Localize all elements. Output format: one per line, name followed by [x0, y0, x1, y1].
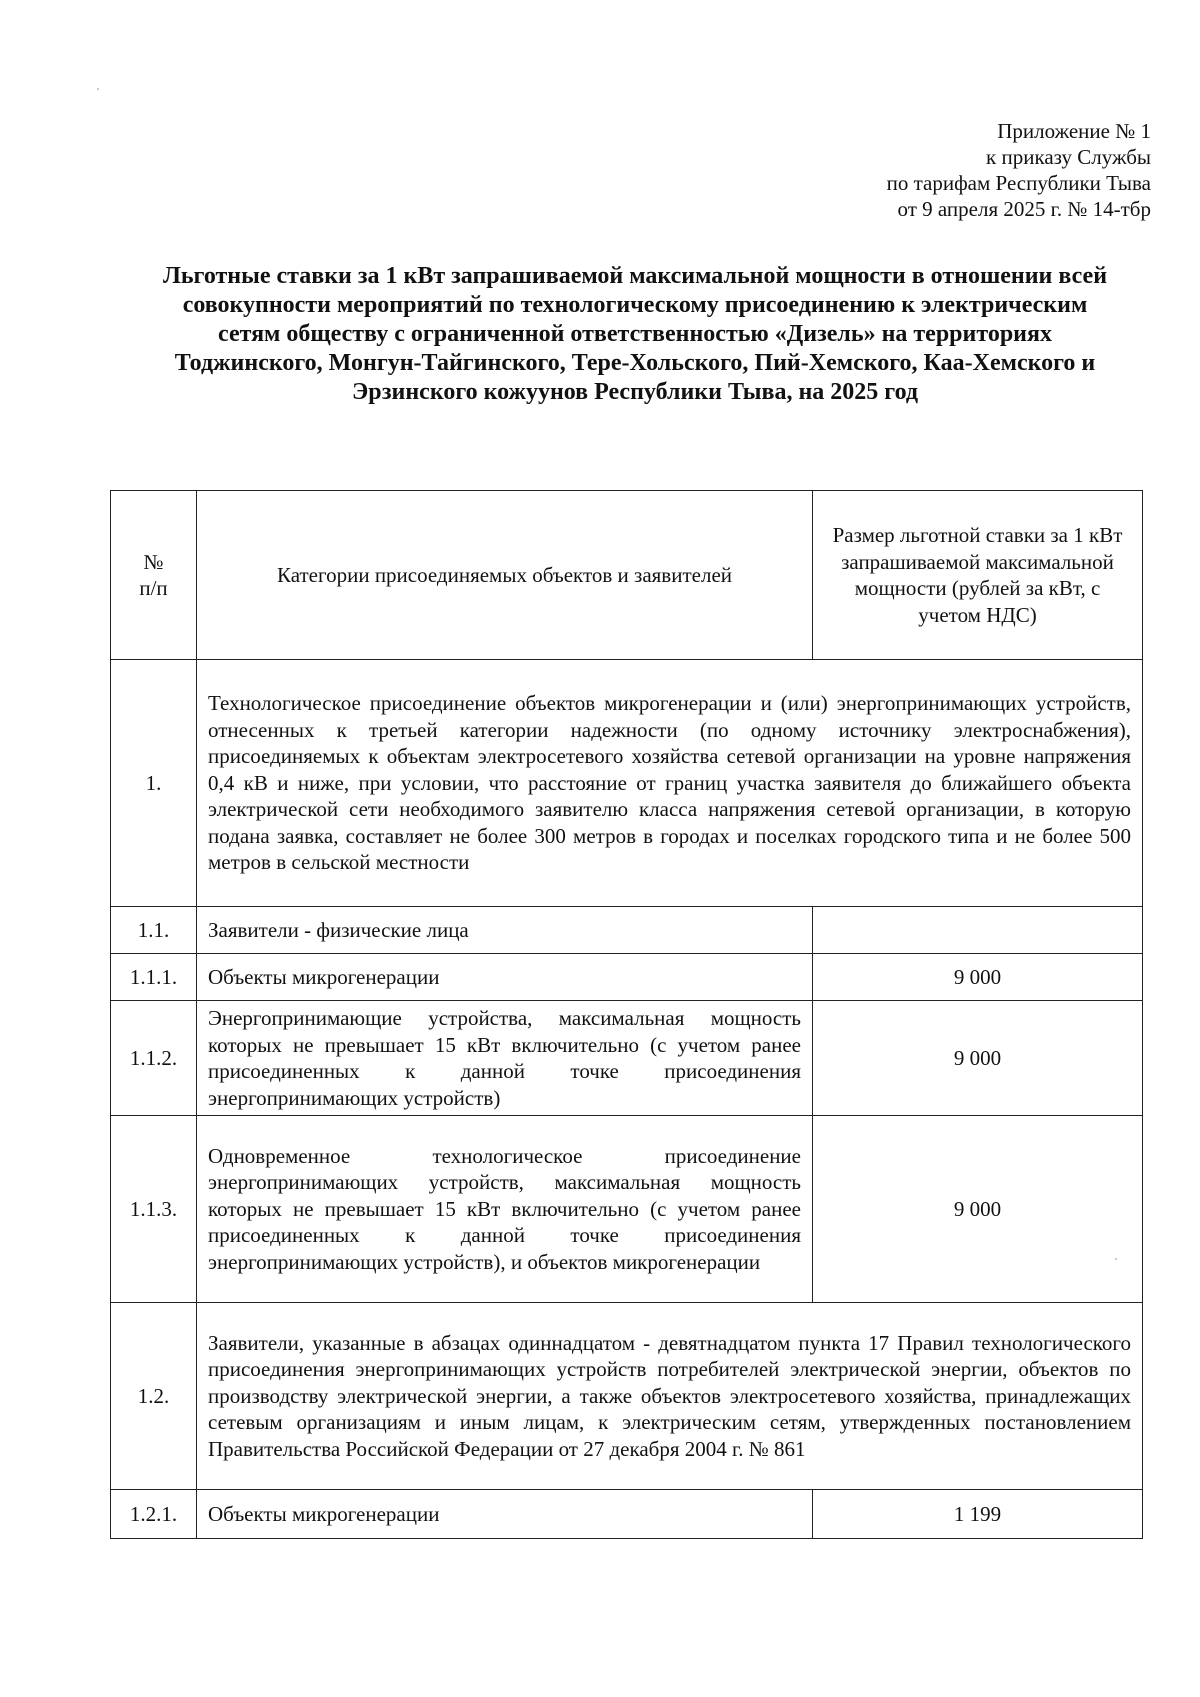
row-rate-value: 1 199	[813, 1490, 1143, 1539]
row-category-text: Одновременное технологическое присоединение энергопринимающих устройств, максимальная мощность которых не превышает 15 кВт включительно (с учетом ранее присоединенных к данной точке присоединения энергопринимающих устройств), и объектов микрогенерации	[197, 1116, 813, 1303]
table-row	[111, 907, 1143, 954]
scan-speck	[97, 88, 99, 90]
row-category-text: Энергопринимающие устройства, максимальная мощность которых не превышает 15 кВт включительно (с учетом ранее присоединенных к данной точке присоединения энергопринимающих устройств)	[197, 1001, 813, 1116]
row-number: 1.1.1.	[111, 954, 197, 1001]
scan-speck	[1115, 1258, 1117, 1260]
approval-line-service: по тарифам Республики Тыва	[886, 171, 1151, 195]
document-title: Льготные ставки за 1 кВт запрашиваемой максимальной мощности в отношении всей совокупности мероприятий по технологическому присоединению к электрическим сетям обществу с ограниченной ответственностью «Дизель» на территориях Тоджинского, Монгун-Тайгинского, Тере-Хольского, Пий-Хемского, Каа-Хемского и Эрзинского кожуунов Республики Тыва, на 2025 год	[162, 263, 1108, 405]
row-rate-value: 9 000	[813, 1001, 1143, 1116]
approval-line-order: к приказу Службы	[986, 145, 1151, 169]
table-row	[111, 660, 1143, 907]
approval-line-appendix: Приложение № 1	[997, 119, 1151, 143]
row-rate-value	[813, 907, 1143, 954]
table-row	[111, 1303, 1143, 1490]
row-category-text: Объекты микрогенерации	[197, 1490, 813, 1539]
row-category-text: Технологическое присоединение объектов микрогенерации и (или) энергопринимающих устройств, отнесенных к третьей категории надежности (по одному источнику электроснабжения), присоединяемых к объектам электросетевого хозяйства сетевой организации на уровне напряжения 0,4 кВ и ниже, при условии, что расстояние от границ участка заявителя до ближайшего объекта электрической сети необходимого заявителю класса напряжения сетевой организации, в которую подана заявка, составляет не более 300 метров в городах и поселках городского типа и не более 500 метров в сельской местности	[197, 660, 1143, 907]
row-number: 1.1.	[111, 907, 197, 954]
table-row	[111, 1116, 1143, 1303]
table-row	[111, 1001, 1143, 1116]
approval-stamp-block	[887, 118, 1151, 222]
row-rate-value: 9 000	[813, 954, 1143, 1001]
column-header-category: Категории присоединяемых объектов и заявителей	[197, 491, 813, 660]
row-rate-value: 9 000	[813, 1116, 1143, 1303]
column-header-number	[111, 491, 197, 660]
table-row	[111, 1490, 1143, 1539]
row-category-text: Объекты микрогенерации	[197, 954, 813, 1001]
row-number: 1.1.2.	[111, 1001, 197, 1116]
table-header-row	[111, 491, 1143, 660]
table-row	[111, 954, 1143, 1001]
row-number: 1.2.1.	[111, 1490, 197, 1539]
column-header-number-line2: п/п	[139, 576, 168, 600]
column-header-number-line1: №	[143, 549, 164, 574]
tariff-table	[110, 490, 1143, 1539]
row-category-text: Заявители - физические лица	[197, 907, 813, 954]
row-number: 1.2.	[111, 1303, 197, 1490]
column-header-rate: Размер льготной ставки за 1 кВт запрашиваемой максимальной мощности (рублей за кВт, с учетом НДС)	[813, 491, 1143, 660]
row-category-text: Заявители, указанные в абзацах одиннадцатом - девятнадцатом пункта 17 Правил технологического присоединения энергопринимающих устройств потребителей электрической энергии, объектов по производству электрической энергии, а также объектов электросетевого хозяйства, принадлежащих сетевым организациям и иным лицам, к электрическим сетям, утвержденных постановлением Правительства Российской Федерации от 27 декабря 2004 г. № 861	[197, 1303, 1143, 1490]
approval-line-date: от 9 апреля 2025 г. № 14-тбр	[897, 197, 1151, 221]
row-number: 1.	[111, 660, 197, 907]
row-number: 1.1.3.	[111, 1116, 197, 1303]
